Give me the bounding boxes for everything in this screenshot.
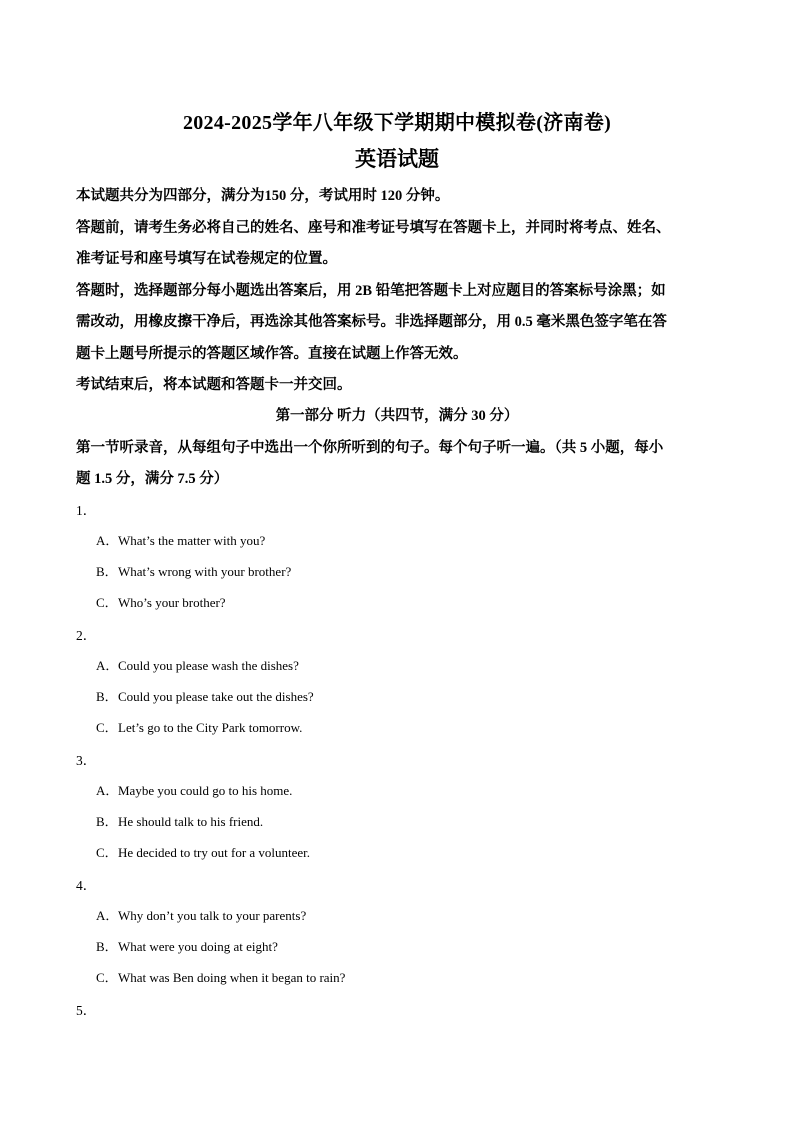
option-text: Why don’t you talk to your parents? bbox=[118, 908, 307, 923]
answer-option[interactable] bbox=[96, 967, 345, 986]
option-letter: B． bbox=[96, 814, 118, 829]
instruction-line: 答题时，选择题部分每小题选出答案后，用 2B 铅笔把答题卡上对应题目的答案标号涂黑；如 bbox=[76, 283, 666, 299]
option-text: Maybe you could go to his home. bbox=[118, 783, 293, 798]
option-text: Could you please take out the dishes? bbox=[118, 689, 314, 704]
answer-option[interactable] bbox=[96, 592, 226, 611]
option-text: He decided to try out for a volunteer. bbox=[118, 845, 311, 860]
answer-option[interactable] bbox=[96, 655, 299, 674]
answer-option[interactable] bbox=[96, 811, 263, 830]
answer-option[interactable] bbox=[96, 780, 292, 799]
option-letter: A． bbox=[96, 658, 119, 673]
option-text: What’s wrong with your brother? bbox=[118, 564, 292, 579]
option-letter: B． bbox=[96, 689, 118, 704]
option-letter: C． bbox=[96, 595, 118, 610]
section-instruction: 题 1.5 分，满分 7.5 分） bbox=[76, 471, 229, 487]
question-number: 1． bbox=[76, 503, 97, 518]
instruction-line: 题卡上题号所提示的答题区域作答。直接在试题上作答无效。 bbox=[76, 346, 468, 362]
instruction-line: 本试题共分为四部分，满分为150 分，考试用时 120 分钟。 bbox=[76, 188, 450, 204]
answer-option[interactable] bbox=[96, 530, 265, 549]
section-instruction: 第一节听录音，从每组句子中选出一个你所听到的句子。每个句子听一遍。（共 5 小题，每小 bbox=[76, 440, 664, 456]
option-letter: A． bbox=[96, 783, 119, 798]
option-letter: B． bbox=[96, 939, 118, 954]
option-text: He should talk to his friend. bbox=[118, 814, 264, 829]
answer-option[interactable] bbox=[96, 936, 278, 955]
question-number: 4． bbox=[76, 878, 97, 893]
option-letter: A． bbox=[96, 908, 119, 923]
instruction-line: 考试结束后，将本试题和答题卡一并交回。 bbox=[76, 377, 352, 393]
exam-subject-title: 英语试题 bbox=[355, 147, 439, 171]
option-letter: C． bbox=[96, 720, 118, 735]
option-letter: C． bbox=[96, 970, 118, 985]
instruction-line: 准考证号和座号填写在试卷规定的位置。 bbox=[76, 251, 337, 267]
answer-option[interactable] bbox=[96, 686, 314, 705]
option-text: Who’s your brother? bbox=[118, 595, 226, 610]
option-letter: A． bbox=[96, 533, 119, 548]
instruction-line: 答题前，请考生务必将自己的姓名、座号和准考证号填写在答题卡上，并同时将考点、姓名、 bbox=[76, 220, 671, 236]
question-number: 3． bbox=[76, 753, 97, 768]
exam-title: 2024-2025学年八年级下学期期中模拟卷(济南卷) bbox=[182, 112, 612, 134]
answer-option[interactable] bbox=[96, 842, 310, 861]
option-text: What was Ben doing when it began to rain? bbox=[118, 970, 346, 985]
option-letter: B． bbox=[96, 564, 118, 579]
answer-option[interactable] bbox=[96, 905, 306, 924]
answer-option[interactable] bbox=[96, 561, 291, 580]
part-heading: 第一部分 听力（共四节，满分 30 分） bbox=[275, 408, 519, 424]
option-text: Let’s go to the City Park tomorrow. bbox=[118, 720, 303, 735]
instruction-line: 需改动，用橡皮擦干净后，再选涂其他答案标号。非选择题部分，用 0.5 毫米黑色签字笔在答 bbox=[76, 314, 667, 330]
question-number: 5． bbox=[76, 1003, 97, 1018]
answer-option[interactable] bbox=[96, 717, 302, 736]
question-number: 2． bbox=[76, 628, 97, 643]
option-text: Could you please wash the dishes? bbox=[118, 658, 299, 673]
option-text: What were you doing at eight? bbox=[118, 939, 278, 954]
option-text: What’s the matter with you? bbox=[118, 533, 266, 548]
option-letter: C． bbox=[96, 845, 118, 860]
